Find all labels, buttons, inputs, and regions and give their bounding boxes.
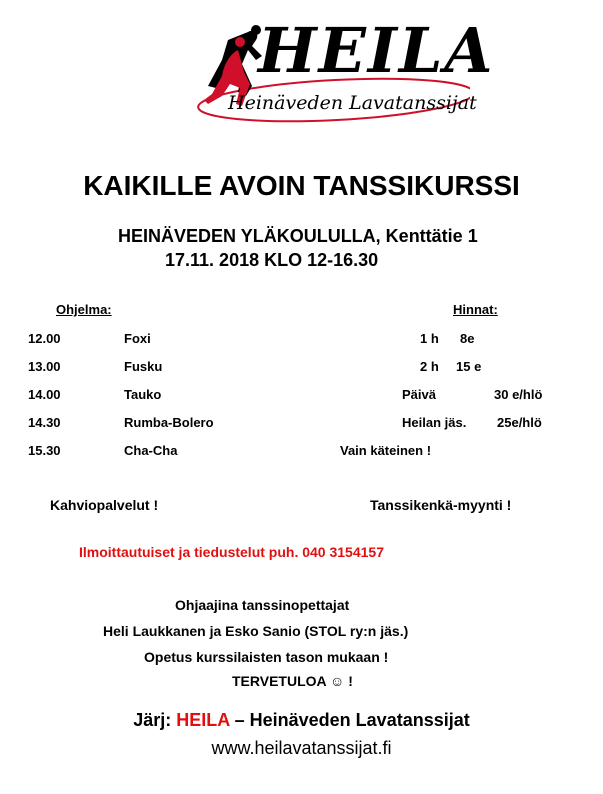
price-value: 15 e [456, 359, 482, 374]
page-title: KAIKILLE AVOIN TANSSIKURSSI [83, 170, 520, 201]
shoe-sale: Tanssikenkä-myynti ! [370, 497, 512, 513]
price-label: Päivä [402, 387, 436, 402]
program-time: 15.30 [28, 443, 61, 458]
website-link[interactable]: www.heilavatanssijat.fi [211, 738, 392, 758]
price-label: Heilan jäs. [402, 415, 467, 430]
venue: HEINÄVEDEN YLÄKOULULLA, Kenttätie 1 [118, 226, 478, 246]
registration-contact: Ilmoittautuiset ja tiedustelut puh. 040 3154157 [79, 544, 384, 560]
price-value: 25e/hlö [497, 415, 542, 430]
organizer-name: HEILA [176, 710, 230, 730]
date-time: 17.11. 2018 KLO 12-16.30 [165, 250, 379, 270]
cash-note: Vain käteinen ! [340, 443, 432, 458]
teaching-note: Opetus kurssilaisten tason mukaan ! [144, 649, 389, 665]
logo-title: HEILA [258, 14, 495, 87]
organizer-suffix: – Heinäveden Lavatanssijat [229, 710, 470, 730]
cafe-services: Kahviopalvelut ! [50, 497, 159, 513]
price-label: 1 h [420, 331, 439, 346]
prices-heading: Hinnat: [453, 302, 498, 317]
instructors-names: Heli Laukkanen ja Esko Sanio (STOL ry:n jäs.) [103, 623, 409, 639]
price-value: 30 e/hlö [494, 387, 543, 402]
organizer-prefix: Järj: [133, 710, 177, 730]
program-time: 13.00 [28, 359, 61, 374]
price-value: 8e [460, 331, 475, 346]
welcome-text: TERVETULOA ☺ ! [232, 673, 353, 689]
price-label: 2 h [420, 359, 439, 374]
logo-subtitle: Heinäveden Lavatanssijat [228, 92, 477, 114]
program-heading: Ohjelma: [56, 302, 112, 317]
program-dance: Fusku [124, 359, 163, 374]
instructors-line: Ohjaajina tanssinopettajat [175, 597, 350, 613]
program-time: 12.00 [28, 331, 61, 346]
program-dance: Foxi [124, 331, 151, 346]
program-time: 14.30 [28, 415, 61, 430]
organizer-line [0, 710, 603, 731]
program-dance: Rumba-Bolero [124, 415, 214, 430]
program-dance: Tauko [124, 387, 162, 402]
program-dance: Cha-Cha [124, 443, 178, 458]
program-time: 14.00 [28, 387, 61, 402]
